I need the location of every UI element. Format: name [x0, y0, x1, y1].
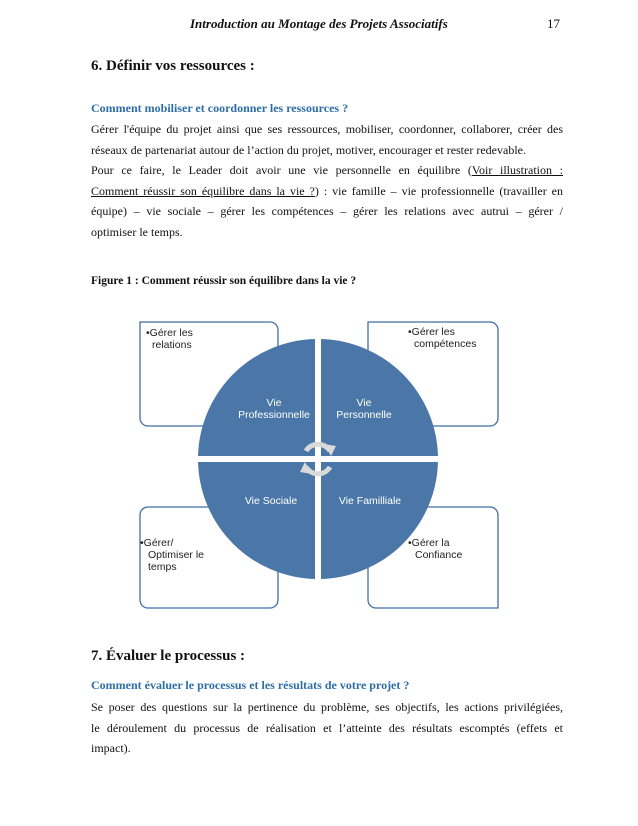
box-tl-line-2: relations [152, 339, 192, 351]
page-number: 17 [547, 16, 560, 31]
qlabel-tl-line-1: Vie [266, 397, 282, 409]
section-6-heading: 6. Définir vos ressources : [91, 58, 255, 74]
box-top-left-text [146, 327, 193, 351]
illustration-link-part2[interactable]: Comment réussir son équilibre dans la vie ? [91, 183, 315, 198]
box-tl-line-1: •Gérer les [146, 327, 193, 339]
para2-line1-prefix: Pour ce faire, le Leader doit avoir une vie personnelle en équilibre ( [91, 163, 472, 177]
header-title: Introduction au Montage des Projets Associatifs [190, 16, 448, 31]
section-7-line-2: le déroulement du processus de réalisation et l’atteinte des résultats escomptés (effets et [91, 720, 563, 735]
box-bl-line-3: temps [148, 561, 177, 573]
section-6-question: Comment mobiliser et coordonner les ressources ? [91, 101, 349, 115]
box-top-right-text [408, 326, 476, 350]
quadrant-label-vie-sociale: Vie Sociale [244, 495, 298, 507]
quadrant-label-vie-personnelle [322, 397, 406, 421]
quadrant-label-vie-familliale: Vie Familliale [338, 495, 402, 507]
box-br-line-2: Confiance [415, 549, 463, 561]
box-tr-line-1: •Gérer les [408, 326, 455, 338]
qlabel-tr-line-2: Personnelle [336, 409, 392, 421]
quadrant-label-vie-professionnelle [224, 397, 324, 421]
section-6-line-6: optimiser le temps. [91, 224, 183, 239]
section-7-line-1: Se poser des questions sur la pertinence du problème, ses objectifs, les actions privilégiées, [91, 700, 563, 714]
box-bottom-right-text [408, 537, 462, 561]
illustration-link-part1[interactable]: Voir illustration : [471, 163, 563, 177]
box-tr-line-2: compétences [414, 338, 477, 350]
section-6-line-1: Gérer l'équipe du projet ainsi que ses ressources, mobiliser, coordonner, collaborer, créer des [91, 122, 563, 136]
qlabel-tr-line-1: Vie [356, 397, 372, 409]
box-bl-line-2: Optimiser le [148, 549, 205, 561]
para2-line2-suffix: ) : vie famille – vie professionnelle (travailler en [314, 183, 564, 198]
figure-caption: Figure 1 : Comment réussir son équilibre dans la vie ? [91, 275, 357, 287]
section-7-question: Comment évaluer le processus et les résultats de votre projet ? [91, 678, 410, 692]
section-6-line-5: équipe) – vie sociale – gérer les compétences – gérer les relations avec autrui – gérer / [91, 204, 563, 218]
section-7-paragraph [91, 697, 563, 759]
section-6-line-2: réseaux de partenariat autour de l’action du projet, motiver, encourager et rester redevable. [91, 142, 526, 157]
cycle-arrows-icon [306, 444, 330, 474]
box-bl-line-1: •Gérer/ [140, 537, 174, 549]
section-7-heading: 7. Évaluer le processus : [91, 648, 246, 664]
box-bottom-left-text [140, 537, 204, 573]
box-br-line-1: •Gérer la [408, 537, 450, 549]
section-7-line-3: impact). [91, 741, 131, 755]
qlabel-tl-line-2: Professionnelle [238, 409, 310, 421]
